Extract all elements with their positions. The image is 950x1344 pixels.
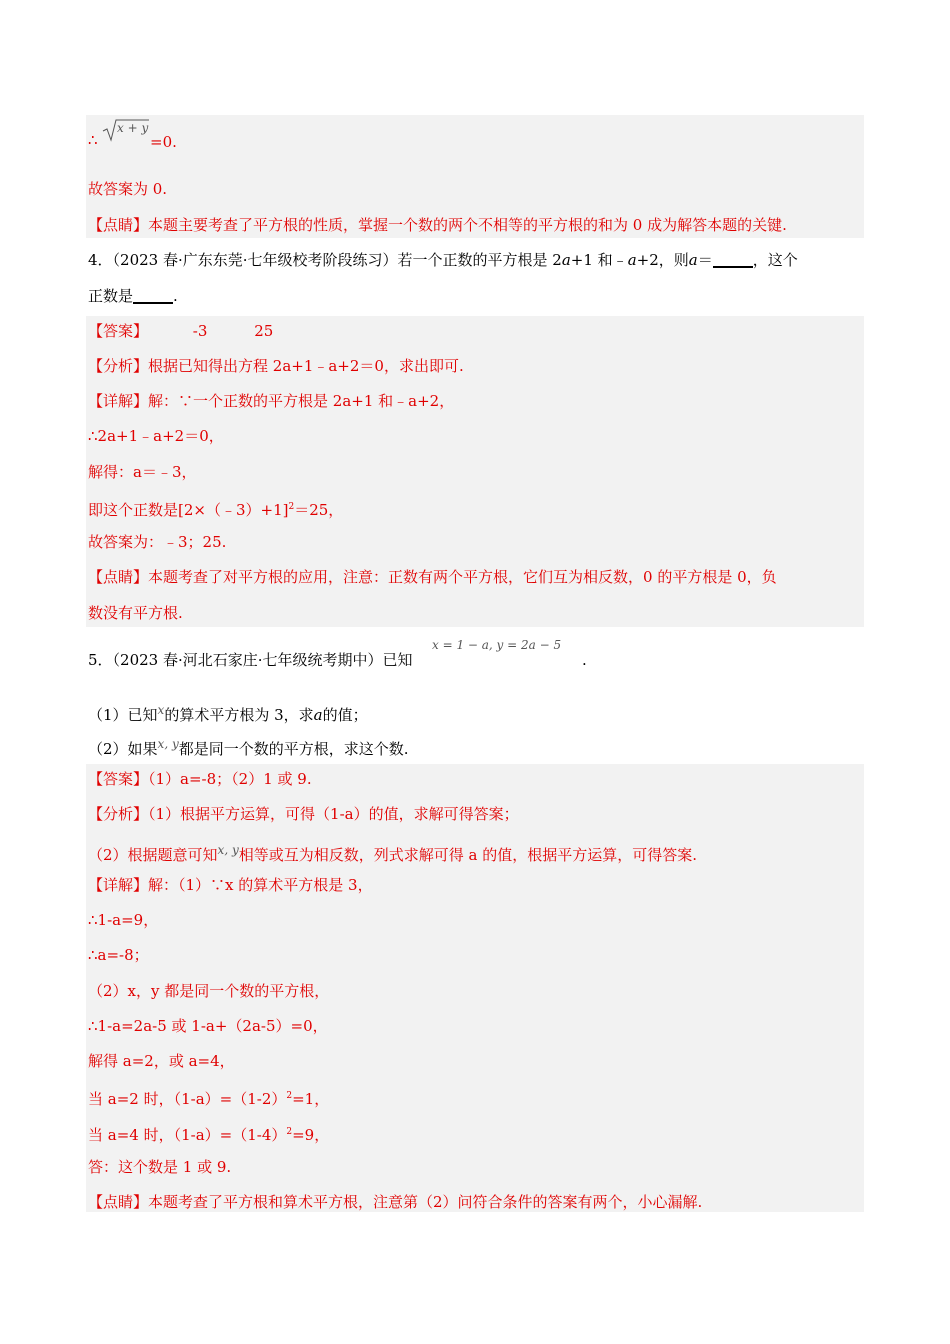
q3-dianjing: 【点睛】本题主要考查了平方根的性质，掌握一个数的两个不相等的平方根的和为 0 成为解答本题的关键.: [88, 216, 787, 234]
q4-question-line1: 4．（2023 春·广东东莞·七年级校考阶段练习）若一个正数的平方根是 2a+1 和﹣a+2，则a＝ ，这个: [88, 251, 798, 269]
answer-blank-1[interactable]: [713, 252, 753, 268]
q4-detail-2: ∴2a+1﹣a+2＝0，: [88, 427, 224, 445]
q5-detail-9: 答：这个数是 1 或 9.: [88, 1158, 232, 1176]
sqrt-formula: [101, 118, 151, 146]
q5-detail-1: 【详解】解：（1）∵x 的算术平方根是 3，: [88, 876, 373, 894]
q5-detail-4: （2）x，y 都是同一个数的平方根，: [88, 982, 330, 1000]
q4-answer: 【答案】 -3 25: [88, 322, 274, 340]
sqrt-expression: x + y: [117, 121, 149, 135]
sqrt-result: =0.: [150, 133, 177, 151]
q5-question-end: .: [582, 651, 587, 669]
q4-detail-4: 即这个正数是[2×（﹣3）+1]$^2$＝25，: [88, 501, 344, 519]
q3-answer-text: 故答案为 0.: [88, 180, 168, 198]
q5-detail-3: ∴a=-8；: [88, 946, 149, 964]
q5-detail-8: 当 a=4 时，$(1-a)=(1-4)^2=9$，: [88, 1126, 330, 1144]
q5-detail-2: ∴1-a=9，: [88, 911, 159, 929]
q5-sub2: （2）如果$^{x, y}$都是同一个数的平方根，求这个数.: [88, 737, 409, 758]
q5-question: 5．（2023 春·河北石家庄·七年级统考期中）已知: [88, 651, 413, 669]
q5-detail-5: ∴1-a=2a-5 或 1-a+（2a-5）=0，: [88, 1017, 328, 1035]
q5-answer: 【答案】（1）a=-8；（2）1 或 9.: [88, 770, 312, 788]
q4-detail-5: 故答案为：﹣3；25.: [88, 533, 227, 551]
q5-detail-6: 解得 a=2，或 a=4，: [88, 1052, 235, 1070]
therefore-symbol: ∴: [88, 131, 98, 149]
q5-analysis-1: 【分析】（1）根据平方运算，可得（1-a）的值，求解可得答案；: [88, 805, 519, 823]
q4-dianjing-2: 数没有平方根.: [88, 604, 183, 622]
q4-analysis: 【分析】根据已知得出方程 2a+1﹣a+2＝0，求出即可.: [88, 357, 464, 375]
q4-question-line2: 正数是 .: [88, 287, 178, 305]
q4-detail-1: 【详解】解：∵一个正数的平方根是 2a+1 和﹣a+2，: [88, 392, 455, 410]
q5-sub1: （1）已知$^x$的算术平方根为 3，求a的值；: [88, 703, 368, 724]
q4-dianjing-1: 【点睛】本题考查了对平方根的应用，注意：正数有两个平方根，它们互为相反数，0 的平方根是 0，负: [88, 568, 777, 586]
answer-blank-2[interactable]: [133, 288, 173, 304]
q5-formula: x = 1 − a, y = 2a − 5: [432, 638, 562, 652]
q5-detail-7: 当 a=2 时，$(1-a)=(1-2)^2=1$，: [88, 1090, 330, 1108]
q4-detail-3: 解得：a＝﹣3，: [88, 463, 197, 481]
q5-analysis-2: （2）根据题意可知$^{x, y}$相等或互为相反数，列式求解可得 a 的值，根据平方运算，可得答案.: [88, 843, 697, 864]
q5-dianjing: 【点睛】本题考查了平方根和算术平方根，注意第（2）问符合条件的答案有两个，小心漏解.: [88, 1193, 703, 1211]
therefore-line: [88, 130, 98, 150]
